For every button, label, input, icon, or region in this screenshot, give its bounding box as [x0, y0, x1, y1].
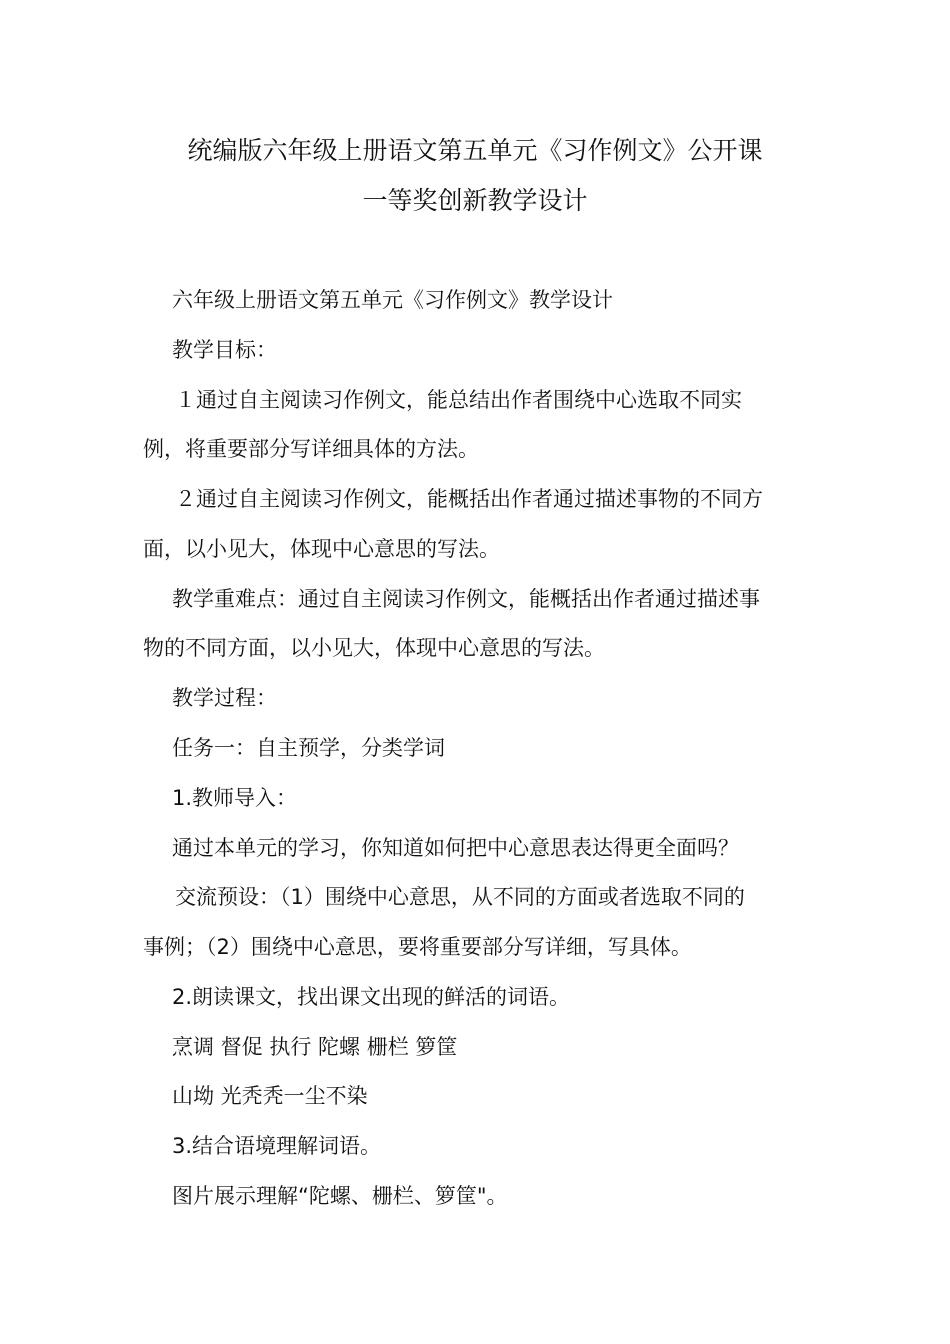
paragraph-line: 物的不同方面，以小见大，体现中心意思的写法。: [143, 636, 605, 660]
paragraph-line: １通过自主阅读习作例文，能总结出作者围绕中心选取不同实: [175, 388, 742, 412]
vocabulary-line: 烹调 督促 执行 陀螺 栅栏 箩筐: [172, 1035, 458, 1059]
step-heading: 3.结合语境理解词语。: [172, 1134, 382, 1158]
section-heading-process: 教学过程：: [172, 686, 277, 710]
paragraph-line: 交流预设：（1）围绕中心意思，从不同的方面或者选取不同的: [175, 885, 745, 909]
paragraph-line: 面，以小见大，体现中心意思的写法。: [143, 537, 500, 561]
document-title-line-1: 统编版六年级上册语文第五单元《习作例文》公开课: [187, 136, 763, 165]
paragraph-line: 图片展示理解“陀螺、栅栏、箩筐"。: [172, 1184, 508, 1208]
step-heading: 1.教师导入：: [172, 786, 298, 810]
vocabulary-line: 山坳 光秃秃一尘不染: [172, 1084, 368, 1108]
step-heading: 2.朗读课文，找出课文出现的鲜活的词语。: [172, 985, 571, 1009]
paragraph-line: 教学重难点：通过自主阅读习作例文，能概括出作者通过描述事: [172, 587, 760, 611]
paragraph-line: 例，将重要部分写详细具体的方法。: [143, 437, 479, 461]
task-heading: 任务一：自主预学，分类学词: [172, 736, 445, 760]
section-heading-objectives: 教学目标：: [172, 338, 277, 362]
paragraph-line: ２通过自主阅读习作例文，能概括出作者通过描述事物的不同方: [175, 487, 763, 511]
paragraph-line: 通过本单元的学习，你知道如何把中心意思表达得更全面吗？: [172, 836, 739, 860]
paragraph-line: 事例；（2）围绕中心意思，要将重要部分写详细，写具体。: [143, 935, 692, 959]
subtitle-line: 六年级上册语文第五单元《习作例文》教学设计: [172, 288, 613, 312]
document-title-line-2: 一等奖创新教学设计: [362, 186, 588, 215]
